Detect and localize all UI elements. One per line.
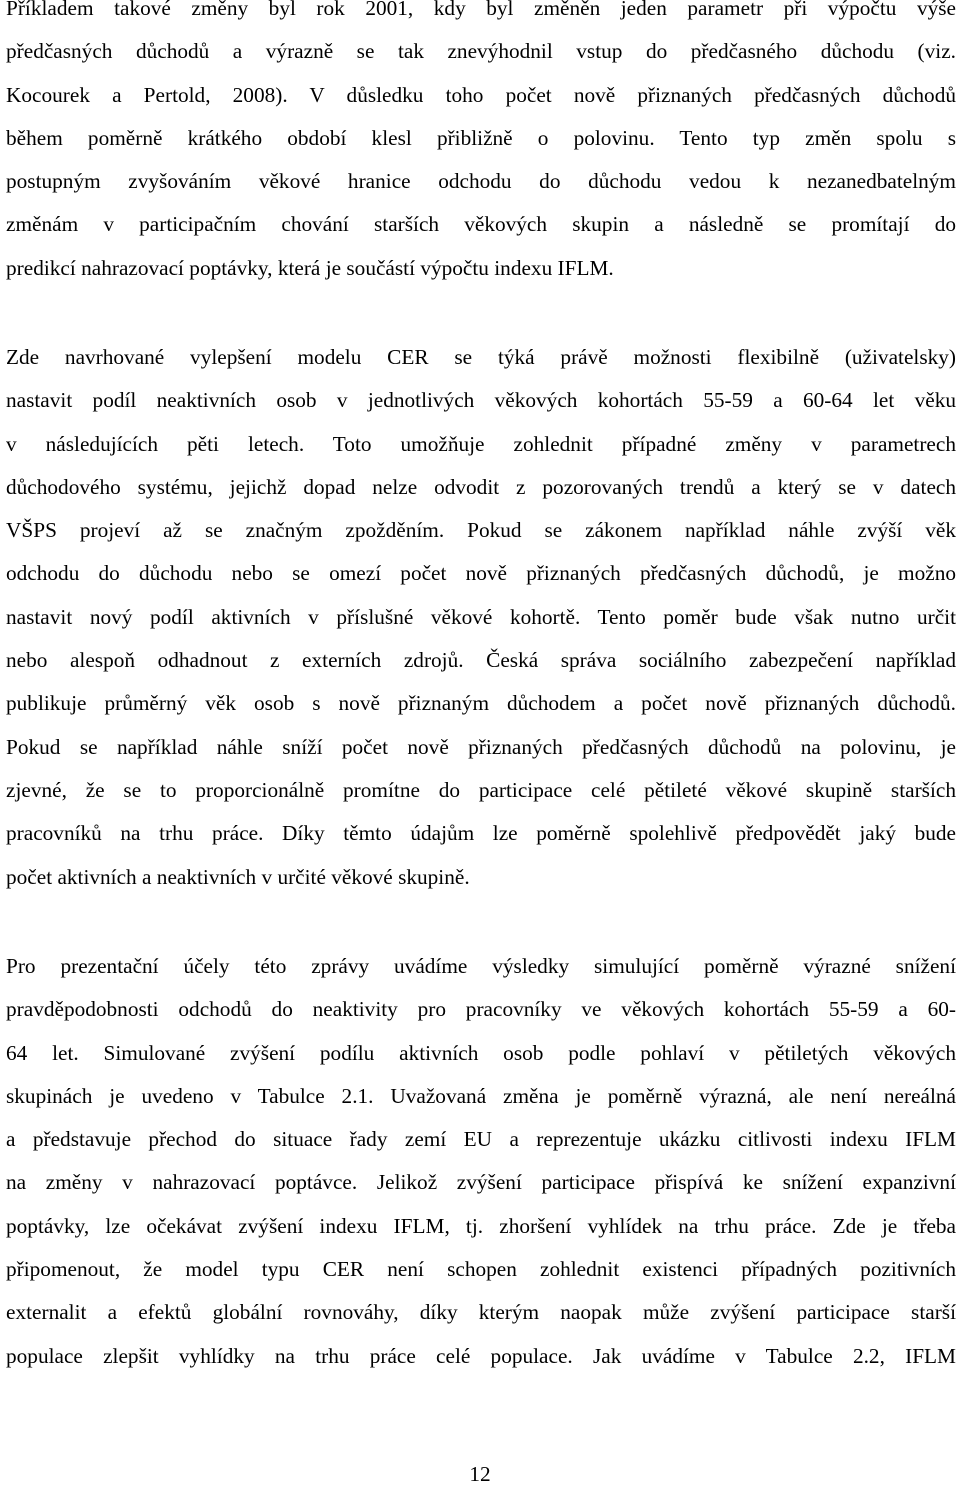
paragraph-1: [6, 0, 956, 290]
text-line: Pro prezentační účely této zprávy uvádíme výsledky simulující poměrně výrazné snížení: [6, 954, 956, 978]
text-line: externalit a efektů globální rovnováhy, díky kterým naopak může zvýšení participace starší: [6, 1300, 956, 1325]
text-line: VŠPS projeví až se značným zpožděním. Pokud se zákonem například náhle zvýší věk: [6, 518, 956, 543]
text-line: předčasných důchodů a výrazně se tak znevýhodnil vstup do předčasného důchodu (viz.: [6, 39, 956, 64]
paragraph-2: [6, 336, 956, 899]
text-line: připomenout, že model typu CER není schopen zohlednit existenci případných pozitivních: [6, 1257, 956, 1282]
text-line: poptávky, lze očekávat zvýšení indexu IFLM, tj. zhoršení vyhlídek na trhu práce. Zde je třeba: [6, 1213, 956, 1238]
paragraph-3: [6, 945, 956, 1378]
text-line: Příkladem takové změny byl rok 2001, kdy byl změněn jeden parametr při výpočtu výše: [6, 0, 956, 20]
text-line: Kocourek a Pertold, 2008). V důsledku toho počet nově přiznaných předčasných důchodů: [6, 82, 956, 107]
text-line: Pokud se například náhle sníží počet nově přiznaných předčasných důchodů na polovinu, je: [6, 734, 956, 759]
text-line: postupným zvyšováním věkové hranice odchodu do důchodu vedou k nezanedbatelným: [6, 169, 956, 194]
text-line: 64 let. Simulované zvýšení podílu aktivních osob podle pohlaví v pětiletých věkových: [6, 1040, 956, 1065]
text-line: nastavit nový podíl aktivních v příslušné věkové kohortě. Tento poměr bude však nutno určit: [6, 604, 956, 629]
page-number: 12: [469, 1462, 491, 1486]
text-line: predikcí nahrazovací poptávky, která je součástí výpočtu indexu IFLM.: [6, 255, 614, 280]
text-line: publikuje průměrný věk osob s nově přiznaným důchodem a počet nově přiznaných důchodů.: [6, 691, 956, 716]
text-line: počet aktivních a neaktivních v určité věkové skupině.: [6, 864, 470, 889]
text-line: důchodového systému, jejichž dopad nelze odvodit z pozorovaných trendů a který se v datech: [6, 474, 956, 499]
text-line: Zde navrhované vylepšení modelu CER se týká právě možnosti flexibilně (uživatelsky): [6, 345, 956, 369]
text-line: na změny v nahrazovací poptávce. Jelikož zvýšení participace přispívá ke snížení expanzivní: [6, 1170, 956, 1195]
text-line: v následujících pěti letech. Toto umožňuje zohlednit případné změny v parametrech: [6, 431, 956, 456]
text-line: odchodu do důchodu nebo se omezí počet nově přiznaných předčasných důchodů, je možno: [6, 561, 956, 586]
text-line: změnám v participačním chování starších věkových skupin a následně se promítají do: [6, 212, 956, 237]
text-line: nastavit podíl neaktivních osob v jednotlivých věkových kohortách 55-59 a 60-64 let věku: [6, 388, 956, 413]
text-line: pracovníků na trhu práce. Díky těmto údajům lze poměrně spolehlivě předpovědět jaký bude: [6, 821, 956, 846]
text-line: populace zlepšit vyhlídky na trhu práce celé populace. Jak uvádíme v Tabulce 2.2, IFLM: [6, 1343, 956, 1368]
text-line: pravděpodobnosti odchodů do neaktivity pro pracovníky ve věkových kohortách 55-59 a 60-: [6, 997, 956, 1022]
text-line: zjevné, že se to proporcionálně promítne do participace celé pětileté věkové skupině starších: [6, 777, 956, 802]
text-line: skupinách je uvedeno v Tabulce 2.1. Uvažovaná změna je poměrně výrazná, ale není nereálná: [6, 1083, 956, 1108]
text-line: a představuje přechod do situace řady zemí EU a reprezentuje ukázku citlivosti indexu IFLM: [6, 1127, 956, 1152]
text-line: nebo alespoň odhadnout z externích zdrojů. Česká správa sociálního zabezpečení například: [6, 648, 956, 673]
text-line: během poměrně krátkého období klesl přibližně o polovinu. Tento typ změn spolu s: [6, 125, 956, 150]
